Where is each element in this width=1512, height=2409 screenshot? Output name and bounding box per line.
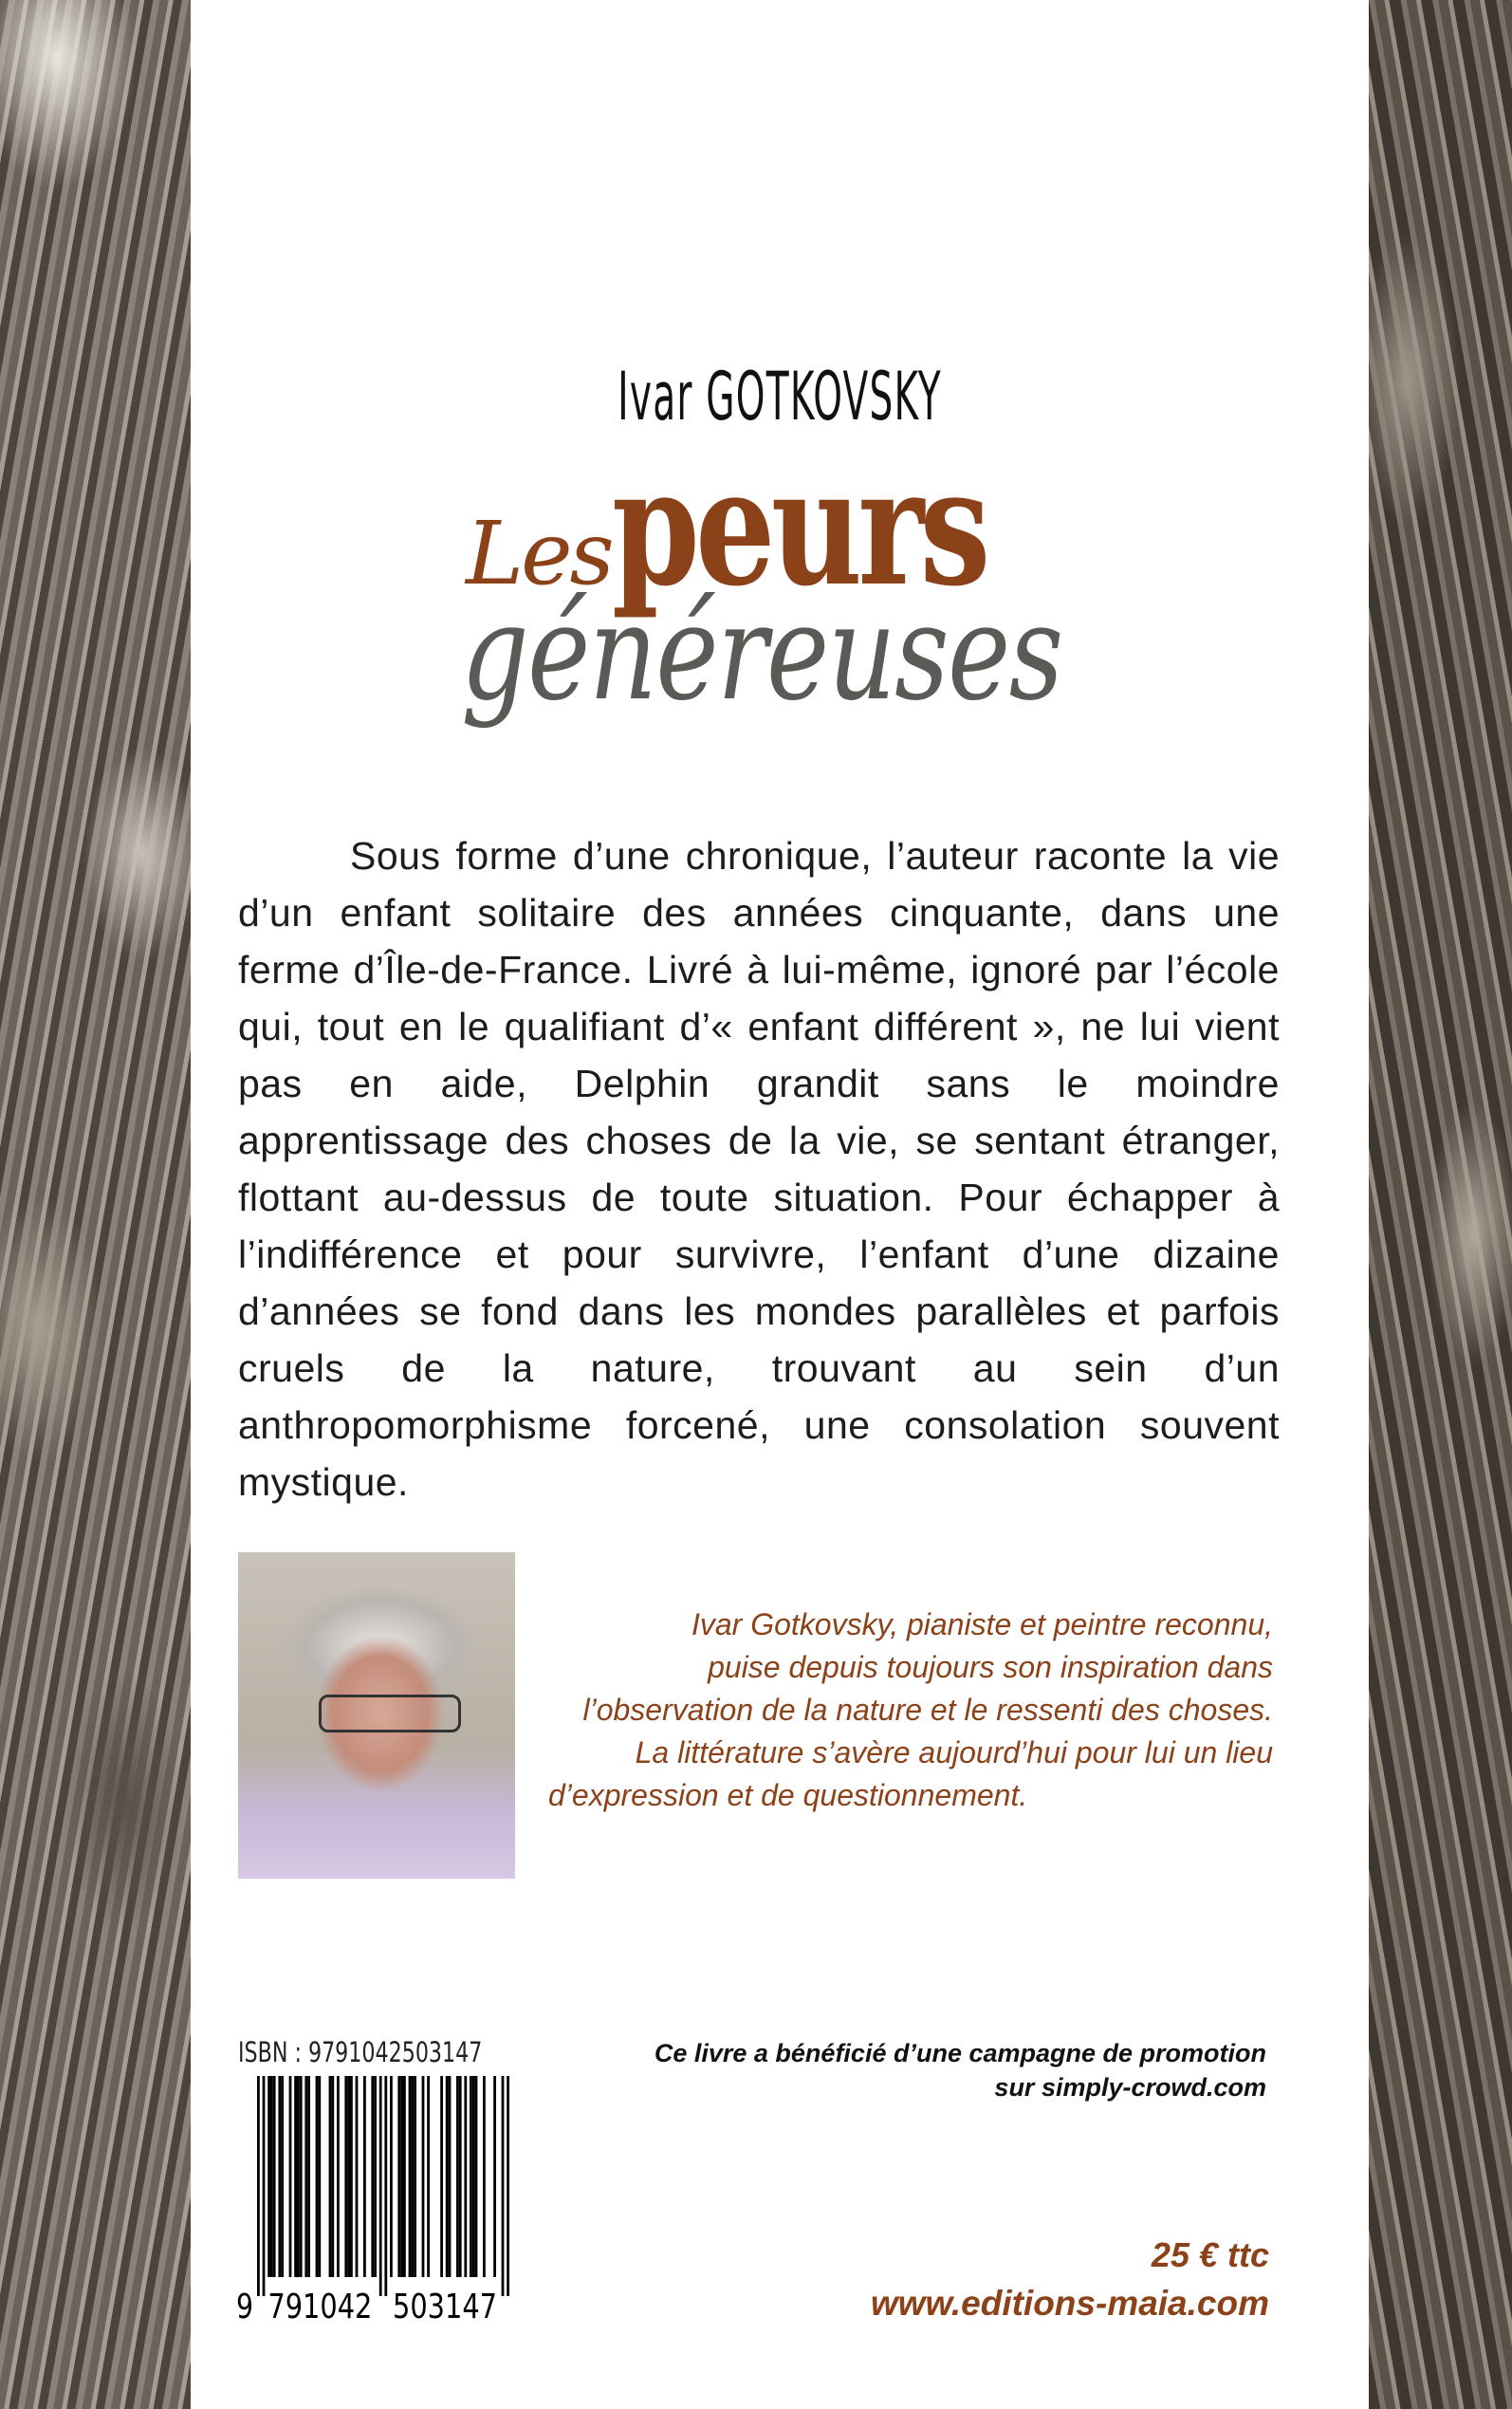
barcode-bar: [390, 2076, 393, 2277]
barcode-bar: [397, 2076, 400, 2277]
barcode-bar: [300, 2076, 303, 2277]
barcode-bar: [379, 2076, 382, 2296]
barcode-bar: [289, 2076, 292, 2277]
author-name: Ivar GOTKOVSKY: [618, 358, 942, 435]
barcode-bar: [316, 2076, 319, 2277]
barcode-bar: [270, 2076, 273, 2277]
promo-line-1: Ce livre a bénéficié d’une campagne de promotion: [654, 2039, 1266, 2067]
barcode-bar: [403, 2076, 406, 2277]
title-les: Les: [466, 503, 612, 604]
author-bio: Ivar Gotkovsky, pianiste et peintre reconnu, puise depuis toujours son inspiration dans l’observation de la nature et le ressenti des choses. La littérature s’avère aujourd’hui pour lui un lieu d’expression et de questionnement.: [548, 1607, 1273, 1812]
isbn-label: ISBN : 9791042503147: [238, 2036, 483, 2068]
barcode-bar: [307, 2076, 310, 2277]
barcode-bar: [371, 2076, 374, 2277]
promo-line-2: sur simply-crowd.com: [994, 2073, 1266, 2102]
barcode-bar: [507, 2076, 509, 2296]
barcode-bar: [374, 2076, 377, 2277]
publisher-website[interactable]: www.editions-maia.com: [870, 2284, 1269, 2323]
barcode-bar: [263, 2076, 266, 2296]
barcode-bar: [449, 2076, 452, 2277]
title-genereuses: généreuses: [461, 576, 1062, 731]
title-line-1: [466, 433, 1092, 622]
barcode-bar: [273, 2076, 276, 2277]
barcode-bar: [464, 2076, 467, 2277]
barcode-bar: [267, 2076, 270, 2277]
barcode-digits: 503147: [393, 2288, 497, 2326]
back-cover-panel: [191, 0, 1369, 2409]
barcode-bar: [483, 2076, 486, 2277]
barcode-bar: [347, 2076, 350, 2277]
barcode-bar: [502, 2076, 505, 2296]
barcode-bar: [409, 2076, 412, 2277]
barcode-bar: [470, 2076, 472, 2277]
barcode-bar: [297, 2076, 300, 2277]
promo-text: [655, 2036, 1266, 2104]
barcode-bar: [414, 2076, 416, 2277]
barcode-bar: [384, 2076, 387, 2296]
barcode-bar: [356, 2076, 359, 2277]
barcode-bar: [344, 2076, 347, 2277]
barcode-digits: 9: [236, 2288, 253, 2326]
summary-text: Sous forme d’une chronique, l’auteur raconte la vie d’un enfant solitaire des années cinquante, dans une ferme d’Île-de-France. Livré à lui-même, ignoré par l’école qui, tout en le qualifiant d’« enfant différent », ne lui vient pas en aide, Delphin grandit sans le moindre apprentissage des choses de la vie, se sentant étranger, flottant au-dessus de toute situation. Pour échapper à l’indifférence et pour survivre, l’enfant d’une dizaine d’années se fond dans les mondes parallèles et parfois cruels de la nature, trouvant au sein d’un anthropomorphisme forcené, une consolation souvent mystique.: [238, 834, 1280, 1504]
barcode-bar: [459, 2076, 462, 2277]
barcode-bar: [427, 2076, 430, 2277]
barcode-bar: [422, 2076, 425, 2277]
barcode-bar: [278, 2076, 281, 2277]
barcode-bar: [363, 2076, 366, 2277]
forest-photo-right: [1369, 0, 1512, 2409]
barcode-bar: [400, 2076, 403, 2277]
barcode-bar: [446, 2076, 449, 2277]
barcode-bar: [472, 2076, 475, 2277]
barcode-bar: [294, 2076, 297, 2277]
title-peurs: peurs: [611, 433, 986, 622]
barcode: [238, 2076, 532, 2325]
barcode-bar: [329, 2076, 332, 2277]
barcode-bar: [475, 2076, 478, 2277]
author-photo: [238, 1552, 515, 1879]
barcode-bar: [440, 2076, 443, 2277]
barcode-bar: [411, 2076, 414, 2277]
barcode-bar: [493, 2076, 496, 2277]
glasses-shape: [319, 1695, 461, 1733]
barcode-bar: [281, 2076, 284, 2277]
barcode-bar: [257, 2076, 260, 2296]
forest-photo-left: [0, 0, 191, 2409]
barcode-bar: [318, 2076, 321, 2277]
barcode-bar: [331, 2076, 334, 2277]
barcode-bar: [350, 2076, 353, 2277]
barcode-bar: [456, 2076, 459, 2277]
price: 25 € ttc: [1151, 2235, 1269, 2274]
barcode-bar: [304, 2076, 307, 2277]
barcode-bar: [337, 2076, 340, 2277]
barcode-digits: 791042: [267, 2288, 373, 2326]
